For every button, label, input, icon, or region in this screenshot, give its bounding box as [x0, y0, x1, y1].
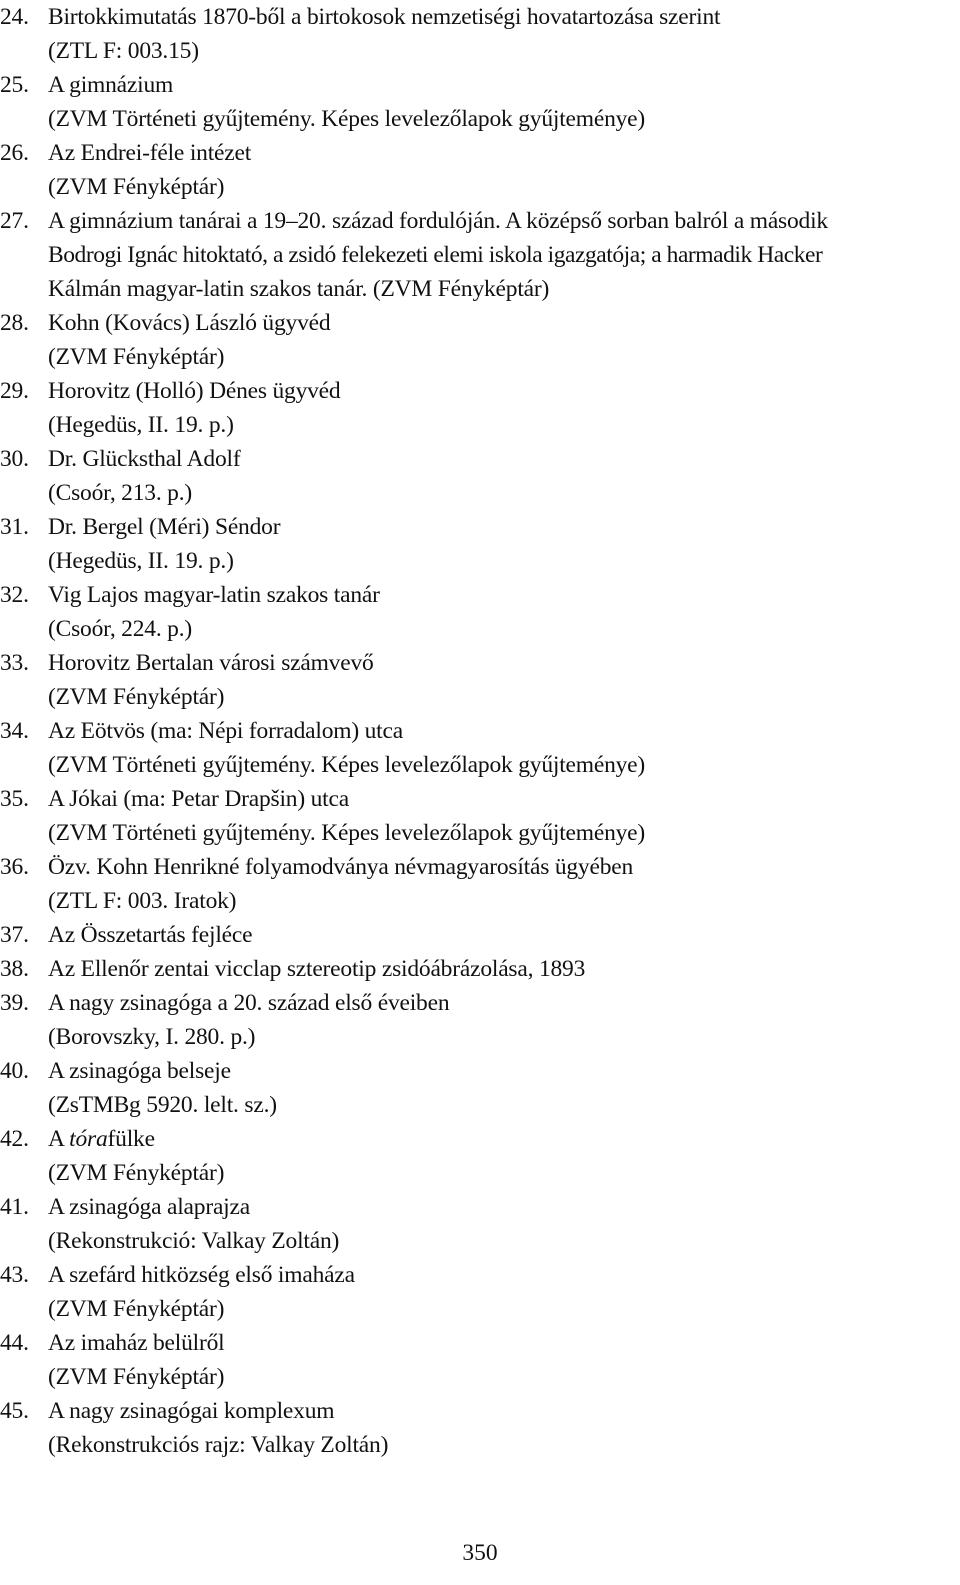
list-item [0, 782, 960, 850]
entry-number: 32. [0, 582, 29, 608]
entry-line: (Rekonstrukció: Valkay Zoltán) [48, 1228, 340, 1254]
entry-line: A zsinagóga belseje [48, 1058, 231, 1084]
list-item [0, 918, 960, 952]
entry-line: (Csoór, 224. p.) [48, 616, 193, 642]
entry-number: 31. [0, 514, 29, 540]
entry-line: Az Összetartás fejléce [48, 922, 253, 948]
list-item [0, 714, 960, 782]
entry-line: A szefárd hitközség első imaháza [48, 1262, 355, 1288]
entry-line: (ZsTMBg 5920. lelt. sz.) [48, 1092, 277, 1118]
entry-number: 42. [0, 1126, 29, 1152]
entry-line: (ZVM Fényképtár) [48, 684, 225, 710]
entry-number: 38. [0, 956, 29, 982]
entry-line: (Hegedüs, II. 19. p.) [48, 412, 234, 438]
list-item [0, 1258, 960, 1326]
entry-line: A gimnázium [48, 72, 174, 98]
entry-line: (ZVM Fényképtár) [48, 344, 225, 370]
entry-number: 27. [0, 208, 29, 234]
entry-line: Kálmán magyar-latin szakos tanár. (ZVM Fényképtár) [48, 276, 550, 302]
entry-line: (ZVM Történeti gyűjtemény. Képes levelezőlapok gyűjteménye) [48, 752, 646, 778]
entry-line: (ZVM Történeti gyűjtemény. Képes levelezőlapok gyűjteménye) [48, 820, 646, 846]
list-item [0, 374, 960, 442]
entry-line: (ZVM Fényképtár) [48, 174, 225, 200]
entry-number: 45. [0, 1398, 29, 1424]
list-item [0, 306, 960, 374]
entry-number: 43. [0, 1262, 29, 1288]
entry-line: A nagy zsinagóga a 20. század első éveiben [48, 990, 450, 1016]
entry-number: 29. [0, 378, 29, 404]
entry-line [48, 1122, 960, 1156]
entry-number: 33. [0, 650, 29, 676]
list-item [0, 1326, 960, 1394]
list-item [0, 986, 960, 1054]
entry-number: 24. [0, 4, 29, 30]
entry-line: Kohn (Kovács) László ügyvéd [48, 310, 331, 336]
entry-number: 25. [0, 72, 29, 98]
entry-suffix: fülke [107, 1126, 155, 1152]
entry-line: (ZVM Történeti gyűjtemény. Képes levelezőlapok gyűjteménye) [48, 106, 646, 132]
entry-line: Az Ellenőr zentai vicclap sztereotip zsidóábrázolása, 1893 [48, 956, 586, 982]
list-item [0, 0, 960, 68]
list-item [0, 646, 960, 714]
entry-line: Bodrogi Ignác hitoktató, a zsidó felekezeti elemi iskola igazgatója; a harmadik Hacker [48, 242, 823, 268]
entry-line: Horovitz (Holló) Dénes ügyvéd [48, 378, 341, 404]
list-item [0, 68, 960, 136]
entry-number: 40. [0, 1058, 29, 1084]
entry-line: (ZVM Fényképtár) [48, 1296, 225, 1322]
entry-number: 28. [0, 310, 29, 336]
entry-number: 44. [0, 1330, 29, 1356]
list-item [0, 510, 960, 578]
entry-line: Vig Lajos magyar-latin szakos tanár [48, 582, 380, 608]
list-item [0, 952, 960, 986]
entry-number: 36. [0, 854, 29, 880]
entry-line: A zsinagóga alaprajza [48, 1194, 250, 1220]
entry-line: Az Endrei-féle intézet [48, 140, 252, 166]
entry-line: (ZTL F: 003.15) [48, 38, 199, 64]
entry-line: Az imaház belülről [48, 1330, 225, 1356]
page-number: 350 [462, 1540, 498, 1566]
entry-line: (ZTL F: 003. Iratok) [48, 888, 237, 914]
entry-italic-term: tóra [69, 1126, 108, 1152]
entry-line: (Hegedüs, II. 19. p.) [48, 548, 234, 574]
entry-prefix: A [48, 1126, 70, 1152]
entry-number: 41. [0, 1194, 29, 1220]
entry-number: 37. [0, 922, 29, 948]
entry-line: (Rekonstrukciós rajz: Valkay Zoltán) [48, 1432, 389, 1458]
entry-line: A Jókai (ma: Petar Drapšin) utca [48, 786, 349, 812]
entry-number: 34. [0, 718, 29, 744]
entry-line: Az Eötvös (ma: Népi forradalom) utca [48, 718, 403, 744]
entry-line: Dr. Bergel (Méri) Séndor [48, 514, 281, 540]
list-item [0, 1054, 960, 1122]
list-item [0, 442, 960, 510]
list-item [0, 1190, 960, 1258]
entry-number: 35. [0, 786, 29, 812]
entry-line: Özv. Kohn Henrikné folyamodványa névmagyarosítás ügyében [48, 854, 634, 880]
entry-line: Dr. Glücksthal Adolf [48, 446, 241, 472]
list-item [0, 136, 960, 204]
list-item [0, 204, 960, 306]
entry-line: A nagy zsinagógai komplexum [48, 1398, 335, 1424]
list-item [0, 850, 960, 918]
entry-line: (ZVM Fényképtár) [48, 1160, 225, 1186]
list-item [0, 1122, 960, 1190]
entry-line: (Csoór, 213. p.) [48, 480, 193, 506]
entry-line: A gimnázium tanárai a 19–20. század fordulóján. A középső sorban balról a második [48, 208, 828, 234]
entry-number: 26. [0, 140, 29, 166]
entry-line: (Borovszky, I. 280. p.) [48, 1024, 256, 1050]
entry-line: Horovitz Bertalan városi számvevő [48, 650, 374, 676]
entry-line: (ZVM Fényképtár) [48, 1364, 225, 1390]
list-item [0, 578, 960, 646]
entry-line: Birtokkimutatás 1870-ből a birtokosok nemzetiségi hovatartozása szerint [48, 4, 721, 30]
entry-number: 39. [0, 990, 29, 1016]
list-item [0, 1394, 960, 1462]
entry-number: 30. [0, 446, 29, 472]
